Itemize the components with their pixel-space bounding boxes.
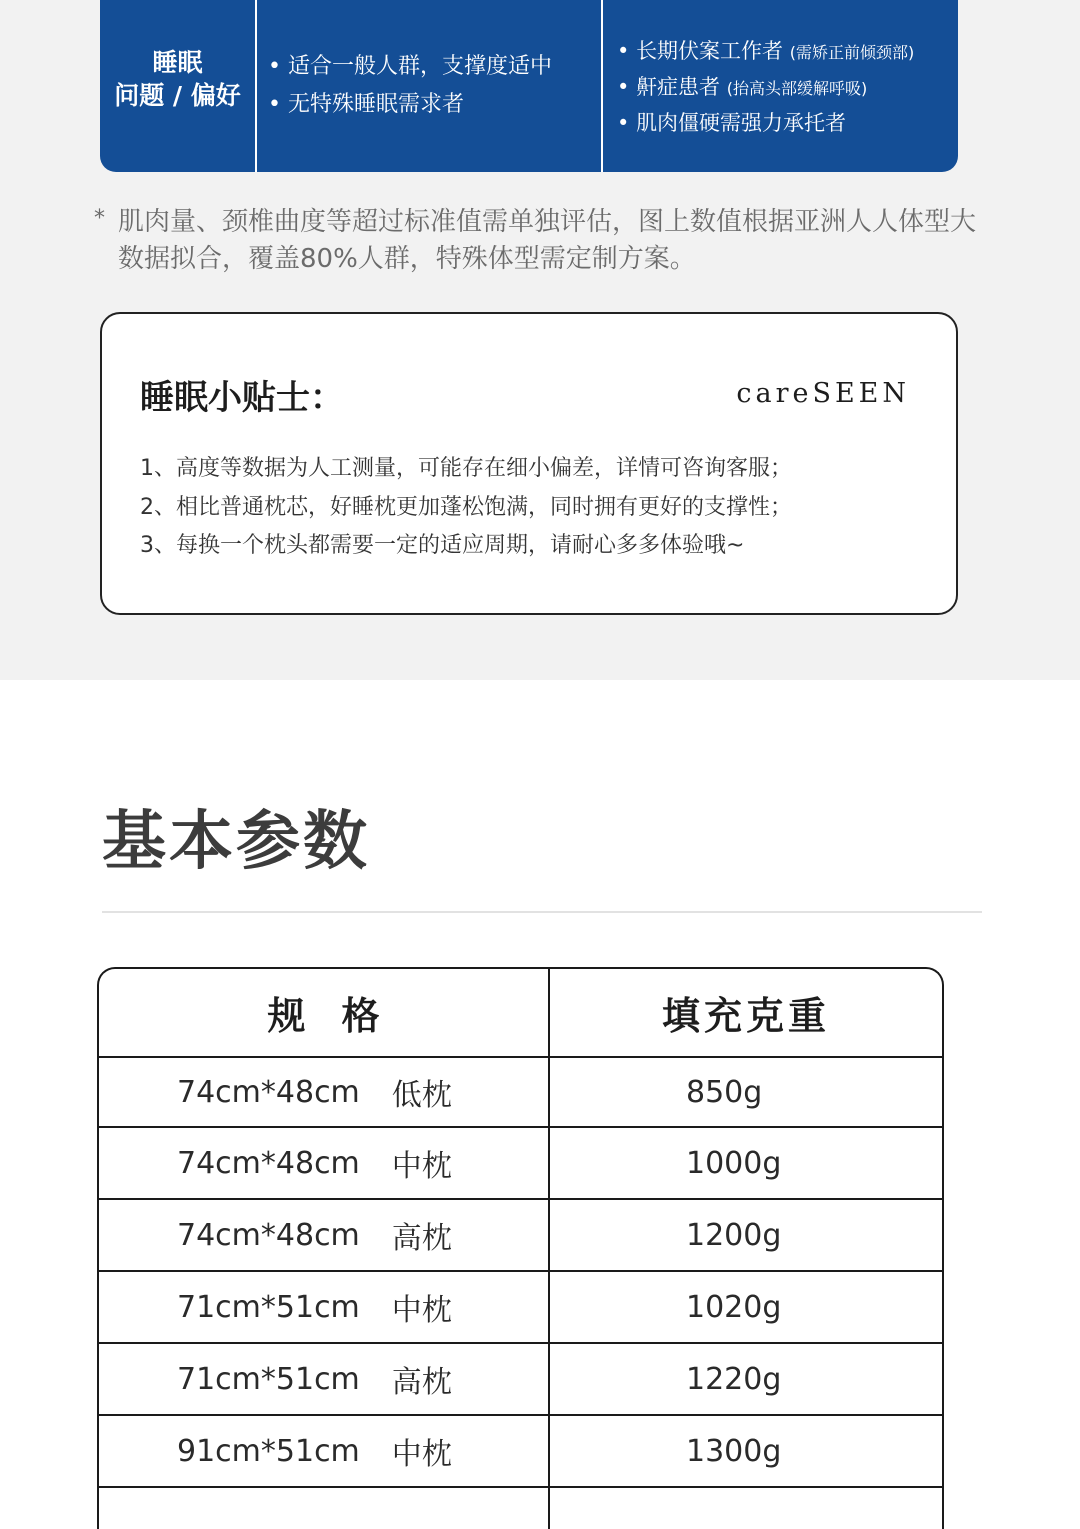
table-row <box>99 1200 942 1272</box>
bullet-item: • 无特殊睡眠需求者 <box>268 92 464 117</box>
weight-cell: 1000g <box>686 1145 782 1181</box>
size-cell: 71cm*51cm 高枕 <box>177 1361 452 1400</box>
size-cell: 74cm*48cm 低枕 <box>177 1074 452 1113</box>
bullet-item: • 肌肉僵硬需强力承托者 <box>617 111 847 135</box>
right-column <box>617 34 957 141</box>
size-cell: 71cm*51cm 中枕 <box>177 1289 452 1328</box>
table-row <box>99 1128 942 1200</box>
column-divider <box>255 0 257 172</box>
sleep-preference-table <box>100 0 958 172</box>
row-header-line: 问题 / 偏好 <box>114 81 241 110</box>
bullet-item: • 鼾症患者 (抬高头部缓解呼吸) <box>617 75 868 99</box>
spec-table <box>97 967 944 1529</box>
row-header <box>100 46 255 112</box>
size-cell: 74cm*48cm 中枕 <box>177 1145 452 1184</box>
bullet-item: • 适合一般人群，支撑度适中 <box>268 54 552 79</box>
size-cell: 74cm*48cm 高枕 <box>177 1217 452 1256</box>
tip-line: 2、相比普通枕芯，好睡枕更加蓬松饱满，同时拥有更好的支撑性； <box>140 494 792 520</box>
weight-cell: 1020g <box>686 1289 782 1325</box>
table-row <box>99 1058 942 1128</box>
weight-cell: 1300g <box>686 1433 782 1469</box>
footnote-marker: * <box>94 206 105 231</box>
footnote-text: 肌肉量、颈椎曲度等超过标准值需单独评估，图上数值根据亚洲人人体型大数据拟合，覆盖80%人群，特殊体型需定制方案。 <box>118 207 977 274</box>
tip-line: 3、每换一个枕头都需要一定的适应周期，请耐心多多体验哦~ <box>140 533 745 558</box>
header-cell: 填充克重 <box>661 994 830 1038</box>
tip-line: 1、高度等数据为人工测量，可能存在细小偏差，详情可咨询客服； <box>140 456 792 481</box>
footnote <box>94 204 994 278</box>
weight-cell: 1200g <box>686 1217 782 1253</box>
table-row <box>99 1272 942 1344</box>
middle-column <box>268 48 598 124</box>
bullet-item: • 长期伏案工作者 (需矫正前倾颈部) <box>617 39 915 63</box>
brand-logo: careSEEN <box>736 378 910 409</box>
weight-cell: 850g <box>686 1074 763 1110</box>
column-divider <box>601 0 603 172</box>
table-row <box>99 1344 942 1416</box>
table-header-row <box>99 969 942 1058</box>
table-row <box>99 1416 942 1488</box>
weight-cell: 1220g <box>686 1361 782 1397</box>
divider <box>102 911 982 913</box>
header-cell: 规格 <box>267 994 416 1038</box>
section-title: 基本参数 <box>102 805 370 879</box>
size-cell: 91cm*51cm 中枕 <box>177 1433 452 1472</box>
tips-title: 睡眠小贴士： <box>140 378 344 418</box>
tips-list <box>140 450 930 566</box>
sleep-tips-card <box>100 312 958 615</box>
row-header-line: 睡眠 <box>152 48 203 77</box>
